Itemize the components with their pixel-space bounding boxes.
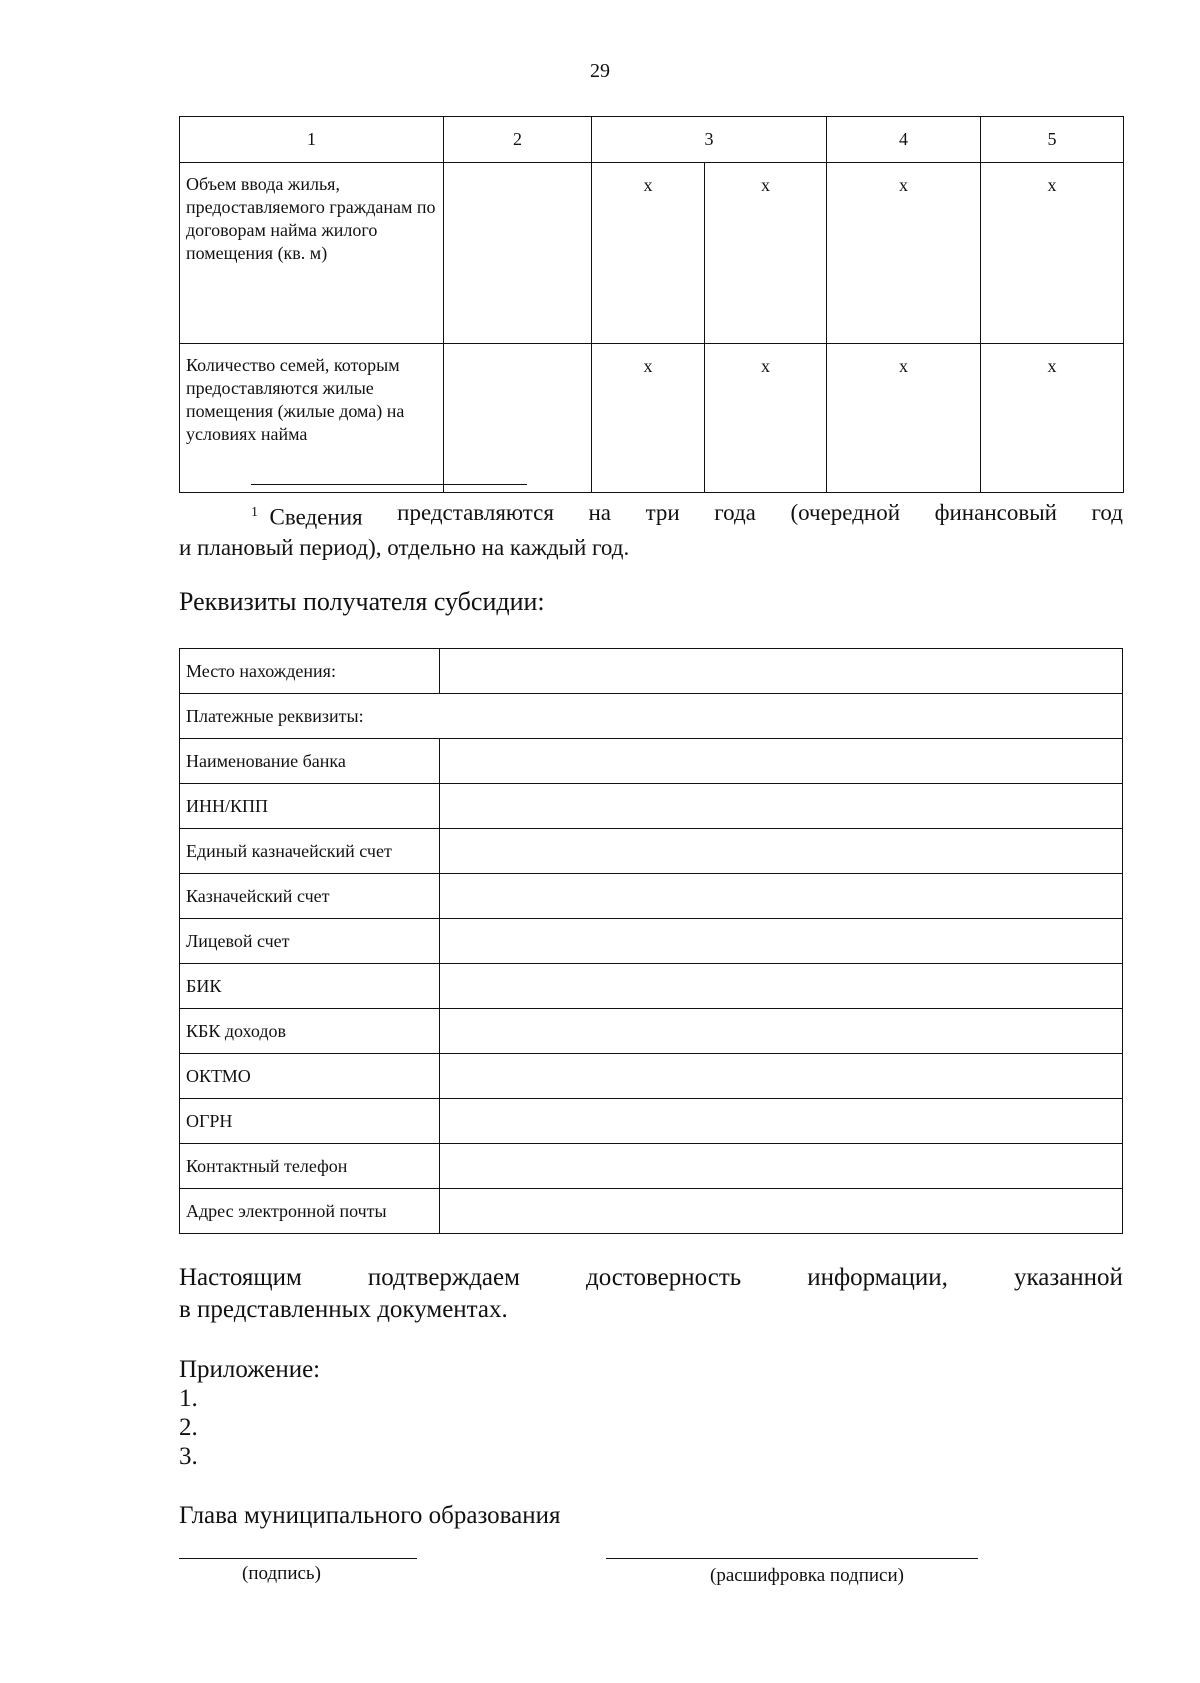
field-value[interactable] [440,964,1123,1009]
table-row [180,784,1123,829]
table-row [180,739,1123,784]
footnote-line-1 [179,498,1123,533]
value-cell [444,163,592,344]
x-mark: х [827,163,981,344]
table-row [180,1144,1123,1189]
footnote-word: (очередной [790,500,901,525]
table-row [180,163,1124,344]
table-row [180,344,1124,493]
x-mark: х [981,344,1124,493]
x-mark: х [592,163,705,344]
field-value[interactable] [440,1144,1123,1189]
table-header-row [180,117,1124,163]
field-label: Наименование банка [180,739,440,784]
x-mark: х [705,163,827,344]
table-row [180,964,1123,1009]
column-header: 5 [981,117,1124,163]
field-label: Место нахождения: [180,649,440,694]
confirmation-word: указанной [1013,1264,1123,1291]
field-label: ОКТМО [180,1054,440,1099]
signature-decode-line[interactable] [606,1558,978,1559]
field-value[interactable] [440,829,1123,874]
confirmation-text [179,1262,1123,1326]
signature-caption: (подпись) [242,1563,321,1584]
x-mark: х [592,344,705,493]
row-label: Количество семей, которым предоставляются жилые помещения (жилые дома) на условиях найма [180,344,444,493]
footnote-marker: 1 [251,505,258,520]
value-cell [444,344,592,493]
footnote-line-2: и плановый период), отдельно на каждый год. [179,534,630,560]
field-label: БИК [180,964,440,1009]
signature-decode-caption: (расшифровка подписи) [710,1565,904,1586]
row-label: Объем ввода жилья, предоставляемого гражданам по договорам найма жилого помещения (кв. м) [180,163,444,344]
footnote-word [251,498,363,533]
field-value[interactable] [440,1189,1123,1234]
confirmation-word: информации, [807,1264,948,1291]
appendix [179,1355,320,1471]
field-value[interactable] [440,874,1123,919]
field-label: Адрес электронной почты [180,1189,440,1234]
table-row [180,829,1123,874]
confirmation-word: достоверность [585,1264,742,1291]
field-label: Контактный телефон [180,1144,440,1189]
confirmation-word: подтверждаем [367,1264,520,1291]
field-value[interactable] [440,784,1123,829]
field-value[interactable] [440,1099,1123,1144]
field-value[interactable] [440,739,1123,784]
field-label: ИНН/КПП [180,784,440,829]
field-label: Единый казначейский счет [180,829,440,874]
field-value[interactable] [440,1009,1123,1054]
table-row [180,1189,1123,1234]
table-row [180,1054,1123,1099]
indicators-table [179,116,1124,493]
footnote-separator [251,484,527,485]
table-row [180,874,1123,919]
field-label: Казначейский счет [180,874,440,919]
appendix-item: 3. [179,1443,198,1470]
field-label: Лицевой счет [180,919,440,964]
appendix-item: 1. [179,1385,198,1412]
footnote-word: год [1091,500,1123,525]
requisites-table [179,648,1123,1234]
footnote [179,498,1123,563]
signature-line[interactable] [179,1558,417,1559]
appendix-item: 2. [179,1414,198,1441]
column-header: 4 [827,117,981,163]
x-mark: х [827,344,981,493]
footnote-word: на [588,500,612,525]
footnote-word-text: Сведения [269,504,363,530]
field-value[interactable] [440,919,1123,964]
field-label: КБК доходов [180,1009,440,1054]
footnote-word: финансовый [934,500,1057,525]
requisites-heading: Реквизиты получателя субсидии: [179,587,545,616]
column-header: 2 [444,117,592,163]
field-value[interactable] [440,1054,1123,1099]
appendix-title: Приложение: [179,1356,321,1383]
field-value[interactable] [440,649,1123,694]
footnote-word: три [645,500,680,525]
column-header: 3 [592,117,827,163]
confirmation-word: Настоящим [179,1264,302,1291]
table-row [180,919,1123,964]
table-row [180,649,1123,694]
table-row [180,1099,1123,1144]
confirmation-line-2: в представленных документах. [179,1296,508,1323]
table-row [180,1009,1123,1054]
x-mark: х [705,344,827,493]
footnote-word: представляются [397,500,554,525]
page-number: 29 [590,60,610,82]
column-header: 1 [180,117,444,163]
confirmation-line-1 [179,1262,1123,1294]
x-mark: х [981,163,1124,344]
section-label: Платежные реквизиты: [180,694,1123,739]
table-row [180,694,1123,739]
field-label: ОГРН [180,1099,440,1144]
footnote-word: года [714,500,756,525]
signatory-title: Глава муниципального образования [179,1502,561,1529]
